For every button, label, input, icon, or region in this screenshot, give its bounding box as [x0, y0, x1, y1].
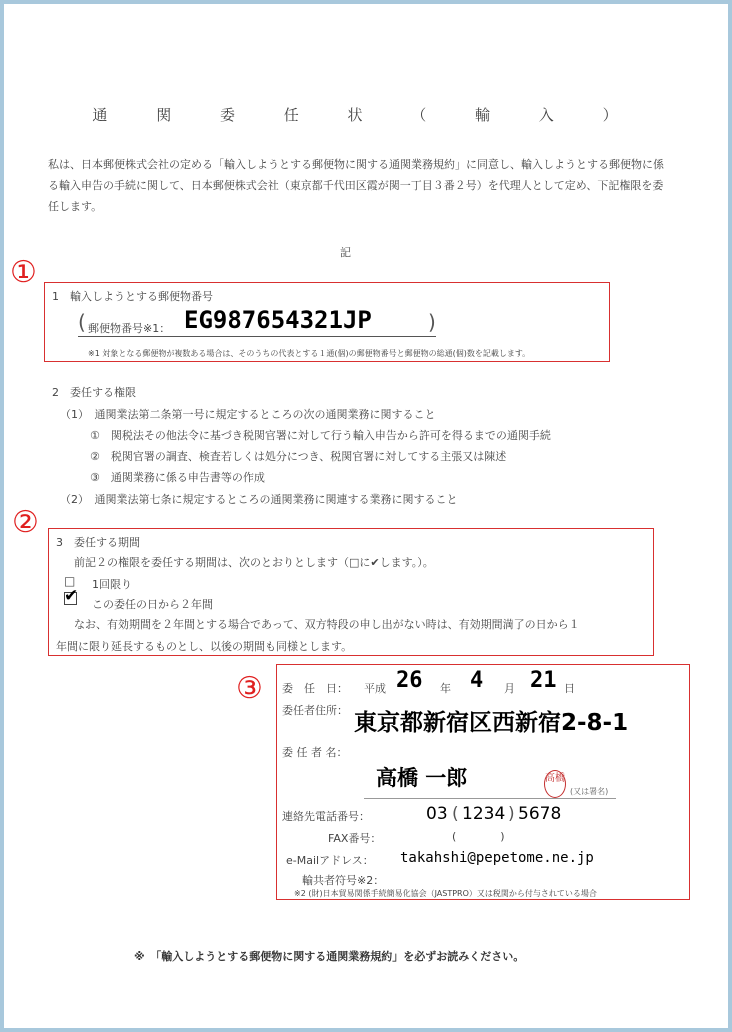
- phone-paren-close: ): [508, 804, 515, 824]
- address-value: 東京都新宿区西新宿2-8-1: [354, 710, 629, 736]
- section2-heading: 2 委任する権限: [52, 386, 136, 399]
- section2-item1: （1） 通関業法第二条第一号に規定するところの次の通関業務に関すること: [60, 408, 436, 421]
- section2-sub3: ③ 通関業務に係る申告書等の作成: [90, 471, 265, 484]
- option1-label: 1回限り: [92, 578, 132, 591]
- importer-code-label: 輸共者符号※2：: [302, 874, 385, 887]
- section3-note2: 年間に限り延長するものとし、以後の期間も同様とします。: [56, 640, 353, 653]
- footer-note: ※ 「輸入しようとする郵便物に関する通関業務規約」を必ずお読みください。: [134, 950, 525, 963]
- name-underline: [364, 798, 616, 799]
- section3-heading: 3 委任する期間: [56, 536, 140, 549]
- seal-stamp: 高橋: [544, 770, 566, 798]
- postal-number-underline: [78, 336, 436, 337]
- section2-sub1: ① 関税法その他法令に基づき税関官署に対して行う輸入申告から許可を得るまでの通関手続: [90, 429, 551, 442]
- phone-middle: 1234: [462, 804, 506, 824]
- paren-open: (: [78, 310, 86, 334]
- year-unit: 年: [440, 682, 451, 695]
- phone-paren-open: (: [452, 804, 459, 824]
- fax-label: FAX番号：: [328, 832, 382, 845]
- marker-three: ③: [236, 671, 263, 706]
- section3-note1: なお、有効期間を２年間とする場合であって、双方特段の申し出がない時は、有効期間満了の日から１: [74, 618, 580, 631]
- section2-sub2: ② 税関官署の調査、検査若しくは処分につき、税関官署に対してする主張又は陳述: [90, 450, 507, 463]
- paren-close: ): [428, 310, 436, 334]
- section3-desc: 前記２の権限を委任する期間は、次のとおりとします（□に✔します。）。: [74, 556, 434, 569]
- day-unit: 日: [564, 682, 575, 695]
- option2-check-icon: ✔: [64, 586, 79, 606]
- address-label: 委任者住所：: [282, 704, 348, 717]
- phone-last: 5678: [518, 804, 562, 824]
- marker-two: ②: [12, 505, 39, 540]
- postal-number-value: EG987654321JP: [184, 306, 372, 334]
- email-value: takahshi@pepetome.ne.jp: [400, 850, 594, 866]
- document-title: 通 関 委 任 状 （ 輸 入 ）: [92, 106, 640, 124]
- era-label: 平成: [364, 682, 386, 695]
- marker-one: ①: [10, 255, 37, 290]
- month-value: 4: [470, 668, 484, 693]
- intro-paragraph: 私は、日本郵便株式会社の定める「輸入しようとする郵便物に関する通関業務規約」に同意し、輸入しようとする郵便物に係る輸入申告の手続に関して、日本郵便株式会社（東京都千代田区霞が関一丁目３番２号）を代理人として定め、下記権限を委任します。: [48, 158, 664, 213]
- option1-checkbox[interactable]: □: [64, 574, 76, 588]
- importer-note: ※2 (財)日本貿易関係手続簡易化協会（JASTPRO）又は税関から付与されている場合: [294, 889, 597, 898]
- option2-label: この委任の日から２年間: [92, 598, 213, 611]
- fax-value: ( ): [452, 830, 505, 843]
- section2-item2: （2） 通関業法第七条に規定するところの通関業務に関連する業務に関すること: [60, 493, 458, 506]
- phone-label: 連絡先電話番号：: [282, 810, 370, 823]
- date-label: 委 任 日：: [282, 682, 348, 695]
- day-value: 21: [530, 668, 557, 693]
- month-unit: 月: [504, 682, 515, 695]
- ki-label: 記: [340, 246, 351, 259]
- section1-heading: 1 輸入しようとする郵便物番号: [52, 290, 213, 303]
- name-value: 高橋 一郎: [376, 766, 468, 790]
- year-value: 26: [396, 668, 423, 693]
- name-label: 委 任 者 名：: [282, 746, 348, 759]
- phone-area: 03: [426, 804, 448, 824]
- postal-number-label: 郵便物番号※1：: [88, 322, 171, 335]
- email-label: e-Mailアドレス：: [286, 854, 374, 867]
- section1-note: ※1 対象となる郵便物が複数ある場合は、そのうちの代表とする１通(個)の郵便物番号と郵便物の総通(個)数を記載します。: [88, 349, 531, 358]
- seal-note: (又は署名): [570, 787, 609, 796]
